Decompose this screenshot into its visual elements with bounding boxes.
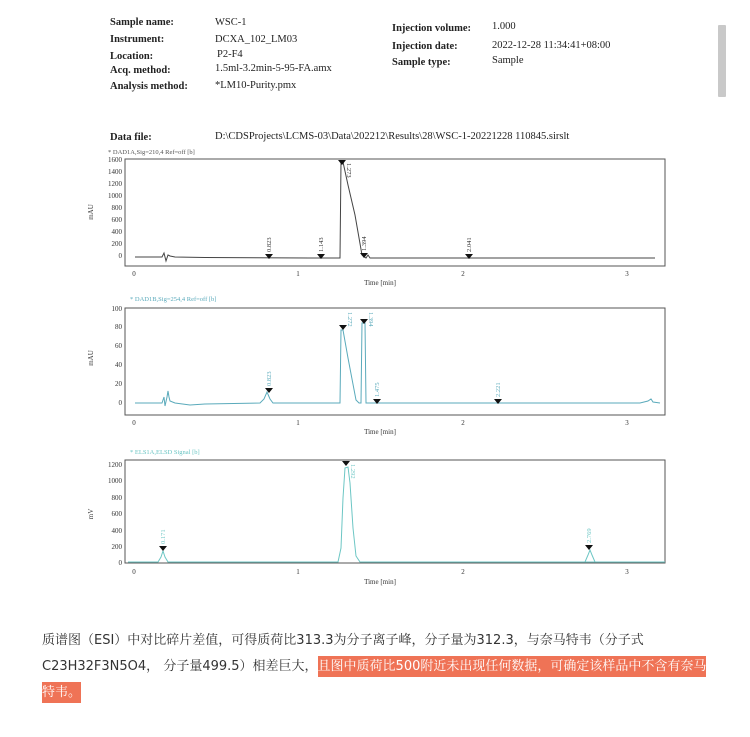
chart-dad1b-title: * DAD1B,Sig=254,4 Ref=off [b] [130, 296, 217, 303]
svg-text:Time [min]: Time [min] [364, 428, 396, 436]
svg-text:1: 1 [296, 270, 300, 278]
analysis-paragraph [42, 628, 708, 706]
svg-text:1600: 1600 [108, 156, 122, 164]
acq-method-label: Acq. method: [110, 65, 171, 76]
sample-name-label: Sample name: [110, 17, 174, 28]
data-file-label: Data file: [110, 132, 152, 143]
injection-volume-label: Injection volume: [392, 23, 472, 34]
svg-text:0: 0 [118, 399, 122, 407]
instrument-value: DCXA_102_LM03 [215, 34, 298, 45]
svg-text:2: 2 [461, 568, 465, 576]
chart-dad1a-plot [80, 145, 680, 290]
svg-text:Time [min]: Time [min] [364, 578, 396, 586]
svg-text:2.221: 2.221 [495, 382, 502, 397]
svg-text:mV: mV [87, 508, 95, 520]
injection-date-value: 2022-12-28 11:34:41+08:00 [492, 40, 611, 51]
instrument-label: Instrument: [110, 34, 165, 45]
svg-text:0: 0 [132, 419, 136, 427]
svg-text:1.475: 1.475 [374, 382, 381, 397]
svg-text:100: 100 [111, 305, 122, 313]
svg-text:0.171: 0.171 [160, 529, 167, 544]
svg-text:1.394: 1.394 [367, 312, 374, 327]
sample-type-label: Sample type: [392, 57, 451, 68]
svg-text:1.272: 1.272 [346, 312, 353, 327]
svg-text:600: 600 [111, 216, 122, 224]
acq-method-value: 1.5ml-3.2min-5-95-FA.amx [215, 63, 332, 74]
paragraph-text: 质谱图（ESI）中对比碎片差值，可得质荷比313.3为分子离子峰，分子量为312.3，与奈马特韦（分子式C23H32F3N5O4， 分子量499.5）相差巨大， [42, 633, 644, 674]
svg-text:800: 800 [111, 204, 122, 212]
svg-text:0: 0 [132, 568, 136, 576]
scrollbar-thumb[interactable] [718, 25, 726, 97]
svg-text:200: 200 [111, 543, 122, 551]
svg-text:1200: 1200 [108, 461, 122, 469]
svg-text:1000: 1000 [108, 192, 122, 200]
chart-elsd [80, 438, 680, 588]
location-label: Location: [110, 51, 154, 62]
svg-text:Time [min]: Time [min] [364, 279, 396, 287]
sample-name-value: WSC-1 [215, 17, 247, 28]
chart-dad1b [80, 293, 680, 438]
sample-type-value: Sample [492, 55, 524, 66]
svg-text:3: 3 [625, 270, 629, 278]
svg-text:1.273: 1.273 [345, 163, 352, 178]
svg-text:0.823: 0.823 [266, 237, 273, 252]
svg-text:20: 20 [115, 380, 122, 388]
injection-volume-value: 1.000 [492, 21, 516, 32]
svg-text:1: 1 [296, 419, 300, 427]
svg-text:1.394: 1.394 [361, 236, 368, 251]
chart-dad1a-title: * DAD1A,Sig=210,4 Ref=off [b] [108, 149, 195, 156]
svg-text:200: 200 [111, 240, 122, 248]
chart-elsd-title: * ELS1A,ELSD Signal [b] [130, 449, 200, 456]
svg-text:600: 600 [111, 510, 122, 518]
svg-text:1.143: 1.143 [318, 237, 325, 252]
svg-text:3: 3 [625, 568, 629, 576]
svg-text:3: 3 [625, 419, 629, 427]
chart-dad1a [80, 145, 680, 290]
svg-text:400: 400 [111, 527, 122, 535]
svg-text:0: 0 [118, 252, 122, 260]
report-header-right [392, 20, 682, 90]
svg-text:40: 40 [115, 361, 122, 369]
injection-date-label: Injection date: [392, 41, 458, 52]
svg-text:1400: 1400 [108, 168, 122, 176]
svg-text:2.041: 2.041 [466, 237, 473, 252]
chart-dad1b-plot [80, 293, 680, 438]
chromatogram-report [80, 10, 680, 585]
svg-text:mAU: mAU [87, 204, 95, 220]
svg-text:0: 0 [118, 559, 122, 567]
highlighted-conclusion: 且图中质荷比500附近未出现任何数据，可确定该样品中不含有奈马特韦。 [42, 656, 706, 703]
svg-text:60: 60 [115, 342, 122, 350]
svg-text:80: 80 [115, 323, 122, 331]
svg-text:0.823: 0.823 [266, 371, 273, 386]
report-header-left [110, 16, 410, 126]
svg-text:400: 400 [111, 228, 122, 236]
svg-text:1.292: 1.292 [349, 464, 356, 479]
svg-text:1200: 1200 [108, 180, 122, 188]
svg-text:1000: 1000 [108, 477, 122, 485]
svg-text:mAU: mAU [87, 350, 95, 366]
svg-text:1: 1 [296, 568, 300, 576]
svg-text:0: 0 [132, 270, 136, 278]
analysis-method-label: Analysis method: [110, 81, 188, 92]
analysis-method-value: *LM10-Purity.pmx [215, 80, 297, 91]
svg-text:2.769: 2.769 [586, 528, 593, 543]
svg-text:800: 800 [111, 494, 122, 502]
svg-text:2: 2 [461, 419, 465, 427]
chart-elsd-plot [80, 438, 680, 588]
location-value: P2-F4 [217, 49, 243, 60]
data-file-value: D:\CDSProjects\LCMS-03\Data\202212\Results\28\WSC-1-20221228 110845.sirslt [215, 131, 570, 142]
svg-text:2: 2 [461, 270, 465, 278]
